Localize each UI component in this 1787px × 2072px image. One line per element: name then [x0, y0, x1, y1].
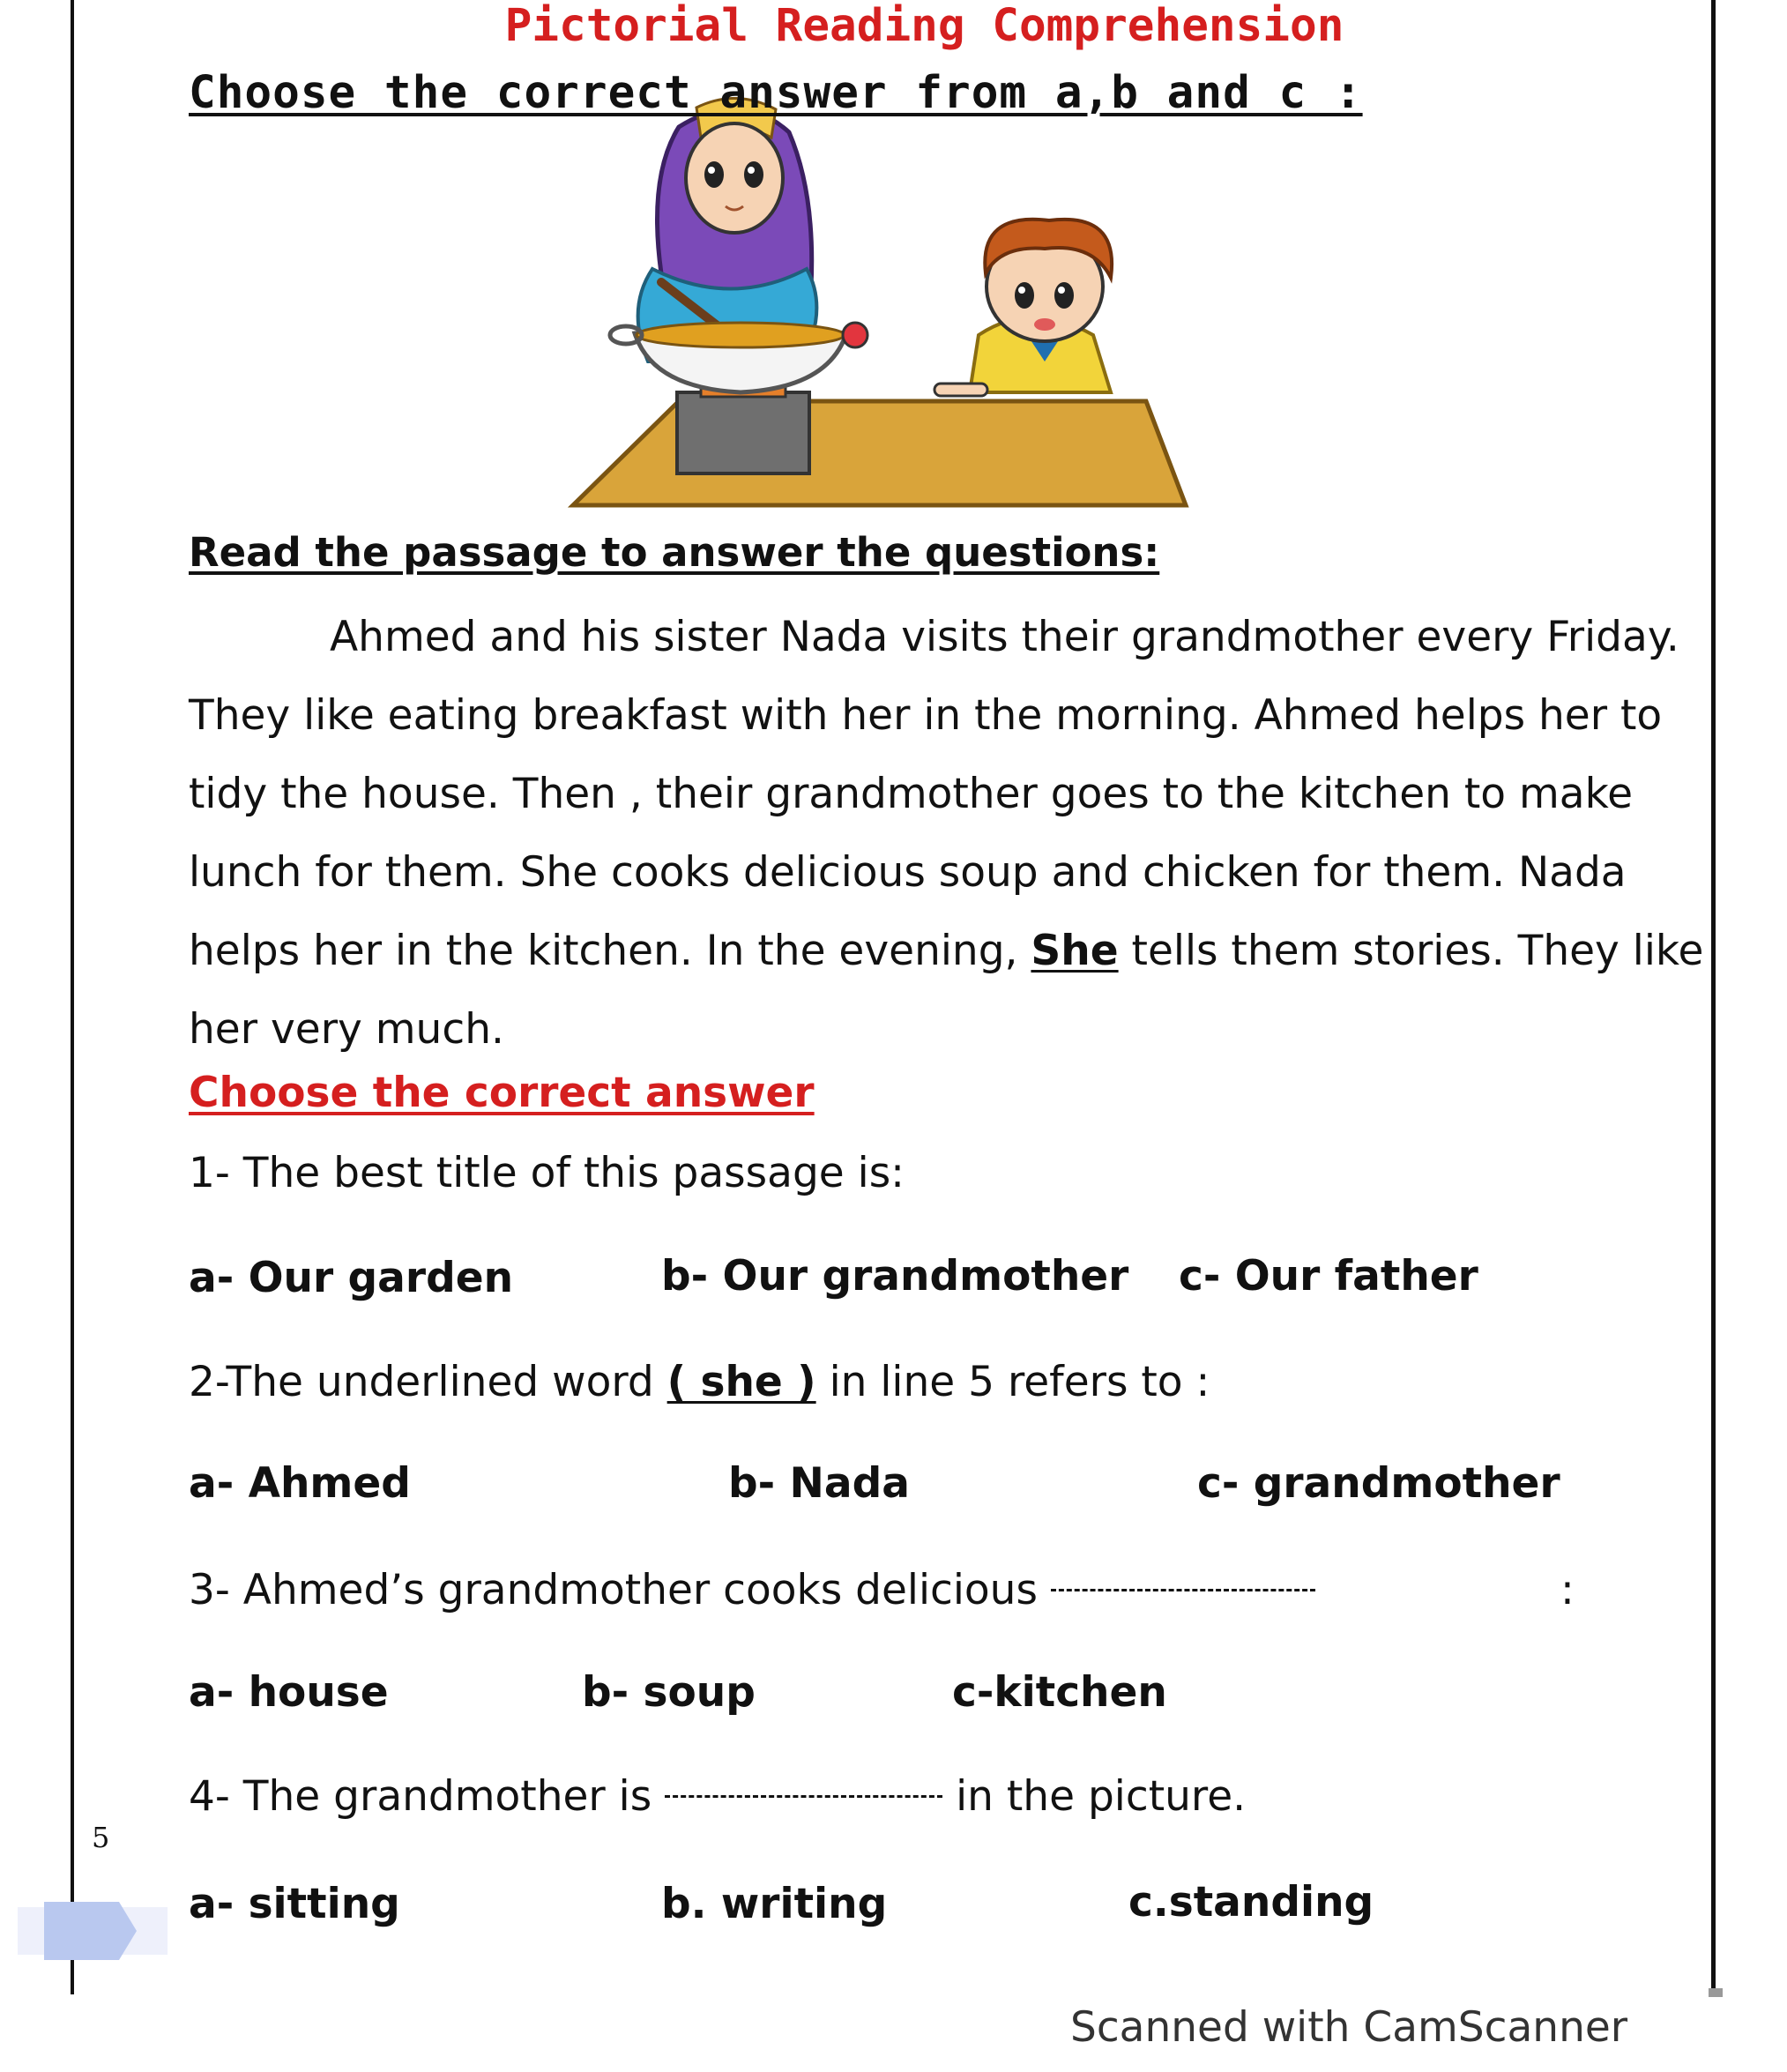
page-right-border	[1711, 0, 1716, 1991]
q4-option-c[interactable]: c.standing	[1128, 1878, 1374, 1927]
grandmother-cooking-illustration	[564, 97, 1199, 511]
q1-option-b[interactable]: b- Our grandmother	[661, 1252, 1129, 1301]
q2-option-b[interactable]: b- Nada	[728, 1459, 910, 1508]
passage-line-4: lunch for them. She cooks delicious soup and chicken for them. Nada	[189, 848, 1627, 897]
passage-line-1: Ahmed and his sister Nada visits their grandmother every Friday.	[330, 613, 1679, 661]
page-left-border	[71, 0, 74, 1994]
q2-option-c[interactable]: c- grandmother	[1197, 1459, 1560, 1508]
page-number: 5	[92, 1821, 110, 1854]
q2-option-a[interactable]: a- Ahmed	[189, 1459, 411, 1508]
choose-answer-heading: Choose the correct answer	[189, 1069, 815, 1117]
question-4: 4- The grandmother is in the picture.	[189, 1772, 1247, 1821]
q3-option-a[interactable]: a- house	[189, 1668, 389, 1717]
q3-colon: :	[1560, 1566, 1575, 1614]
scan-corner-mark	[1709, 1988, 1723, 1997]
she-reference: ( she )	[666, 1358, 816, 1406]
camscanner-footer: Scanned with CamScanner	[1070, 2003, 1628, 2052]
page-tab-graphic	[18, 1900, 168, 1962]
q4-option-b[interactable]: b. writing	[661, 1880, 888, 1928]
q1-option-a[interactable]: a- Our garden	[189, 1254, 514, 1302]
passage-line-5: helps her in the kitchen. In the evening, She tells them stories. They like	[189, 927, 1704, 975]
question-3: 3- Ahmed’s grandmother cooks delicious	[189, 1566, 1315, 1614]
passage-line-3: tidy the house. Then , their grandmother goes to the kitchen to make	[189, 770, 1634, 818]
instruction-heading: Choose the correct answer from a,b and c :	[189, 67, 1363, 119]
question-2: 2-The underlined word ( she ) in line 5 refers to :	[189, 1358, 1210, 1406]
passage-line-2: They like eating breakfast with her in the morning. Ahmed helps her to	[189, 691, 1663, 740]
read-passage-heading: Read the passage to answer the questions:	[189, 529, 1160, 576]
answer-blank[interactable]	[1051, 1589, 1315, 1591]
underlined-she: She	[1031, 927, 1119, 975]
passage-line-6: her very much.	[189, 1005, 504, 1054]
q3-option-b[interactable]: b- soup	[582, 1668, 756, 1717]
reading-passage	[189, 598, 1704, 1069]
q3-option-c[interactable]: c-kitchen	[952, 1668, 1167, 1717]
q4-option-a[interactable]: a- sitting	[189, 1880, 400, 1928]
q1-option-c[interactable]: c- Our father	[1179, 1252, 1478, 1301]
question-1: 1- The best title of this passage is:	[189, 1149, 905, 1197]
worksheet-title: Pictorial Reading Comprehension	[504, 0, 1344, 52]
answer-blank[interactable]	[665, 1795, 942, 1798]
